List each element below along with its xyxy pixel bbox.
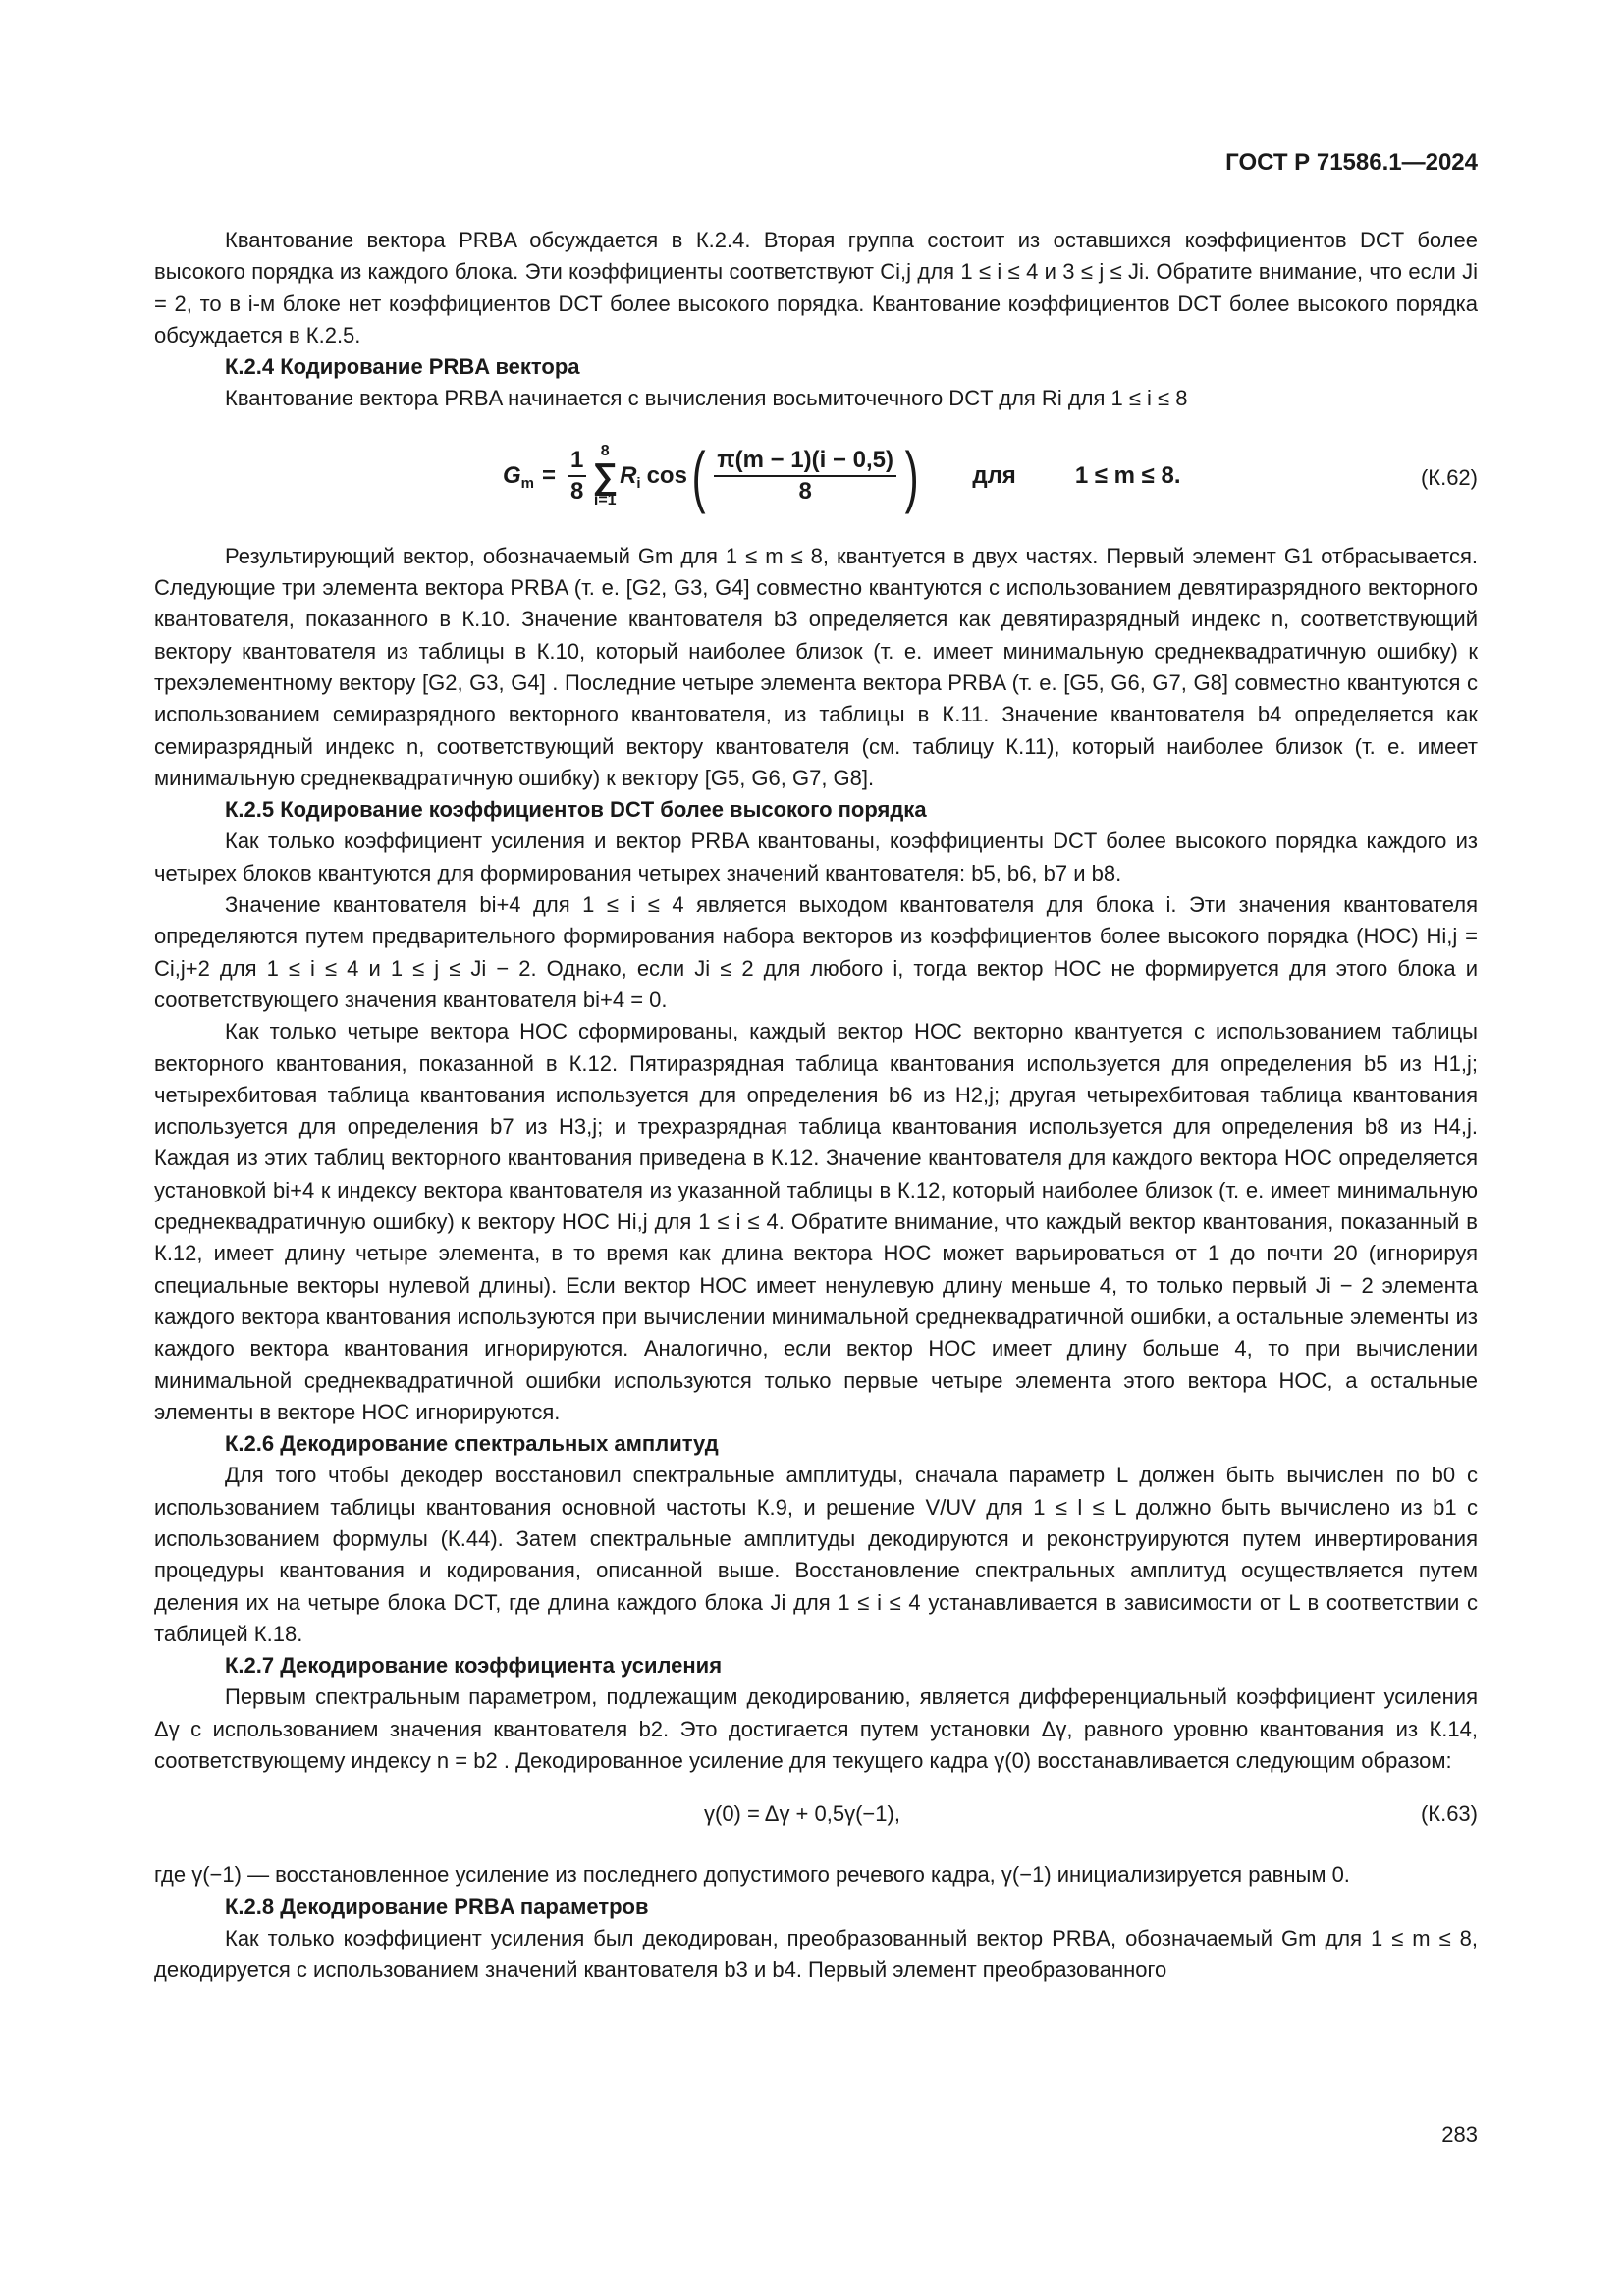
eq-argument-fraction (714, 448, 896, 505)
equation-body: γ(0) = Δγ + 0,5γ(−1), (704, 1801, 900, 1827)
sum-lower-limit: i=1 (593, 491, 617, 508)
eq-fraction (568, 448, 586, 505)
paragraph: Квантование вектора PRBA начинается с вычисления восьмиточечного DCT для Ri для 1 ≤ i ≤ 8 (225, 386, 1188, 411)
page-body (154, 225, 1478, 1987)
paragraph: Для того чтобы декодер восстановил спектральные амплитуды, сначала параметр L должен быть вычислен по b0 с использованием таблицы квантования основной частоты К.9, и решение V/UV для 1 ≤ l ≤ L должно быть вычислено из b1 с использованием формулы (К.44). Затем спектральные амплитуды декодируются и реконструируются путем инвертирования процедуры квантования и кодирования, описанной выше. Восстановление спектральных амплитуд осуществляется путем деления их на четыре блока DCT, где длина каждого блока Ji для 1 ≤ i ≤ 4 устанавливается в зависимости от L в соответствии с таблицей К.18. (154, 1463, 1478, 1646)
eq-fraction-numerator: 1 (568, 448, 586, 477)
eq-argument-denominator: 8 (798, 477, 812, 505)
paragraph: Квантование вектора PRBA обсуждается в К.2.4. Вторая группа состоит из оставшихся коэффициентов DCT более высокого порядка из каждого блока. Эти коэффициенты соответствуют Ci,j для 1 ≤ i ≤ 4 и 3 ≤ j ≤ Ji. Обратите внимание, что если Ji = 2, то в i-м блоке нет коэффициентов DCT более высокого порядка. Квантование коэффициентов DCT более высокого порядка обсуждается в К.2.5. (154, 228, 1478, 347)
paragraph: Первым спектральным параметром, подлежащим декодированию, является дифференциальный коэффициент усиления Δγ с использованием значения квантователя b2. Это достигается путем установки Δγ, равного уровню квантования из К.14, соответствующему индексу n = b2 . Декодированное усиление для текущего кадра γ(0) восстанавливается следующим образом: (154, 1684, 1478, 1774)
section-heading-k27: К.2.7 Декодирование коэффициента усиления (225, 1653, 723, 1679)
paragraph: Как только коэффициент усиления и вектор PRBA квантованы, коэффициенты DCT более высокого порядка каждого из четырех блоков квантуются для формирования четырех значений квантователя: b5, b6, b7 и b8. (154, 828, 1478, 885)
sum-upper-limit: 8 (600, 442, 610, 459)
equation-k63 (154, 1787, 1478, 1845)
paragraph: Как только коэффициент усиления был декодирован, преобразованный вектор PRBA, обозначаемый Gm для 1 ≤ m ≤ 8, декодируется с использованием значений квантователя b3 и b4. Первый элемент преобразованного (154, 1925, 1478, 1983)
equation-number: (К.62) (1420, 464, 1478, 490)
paragraph: Как только четыре вектора НОС сформированы, каждый вектор НОС векторно квантуется с использованием таблицы векторного квантования, показанной в К.12. Пятиразрядная таблица квантования используется для определения b5 из H1,j; четырехбитовая таблица квантования используется для определения b6 из H2,j; другая четырехбитовая таблица квантования используется для определения b7 из H3,j; и трехразрядная таблица квантования используется для определения b8 из H4,j. Каждая из этих таблиц векторного квантования приведена в К.12. Значение квантователя для каждого вектора НОС определяется установкой bi+4 к индексу вектора квантователя из указанной таблицы в К.12, который наиболее близок (т. е. имеет минимальную среднеквадратичную ошибку) к вектору НОС Hi,j для 1 ≤ i ≤ 4. Обратите внимание, что каждый вектор квантования, показанный в К.12, имеет длину четыре элемента, в то время как длина вектора НОС может варьироваться от 1 до почти 20 (игнорируя специальные векторы нулевой длины). Если вектор НОС имеет ненулевую длину меньше 4, то только первый Ji − 2 элемента каждого вектора квантования используются при вычислении минимальной среднеквадратичной ошибки, а остальные элементы из каждого вектора квантования игнорируются. Аналогично, если вектор НОС имеет длину больше 4, то при вычислении минимальной среднеквадратичной ошибки используются только первые четыре элемента этого вектора НОС, а остальные элементы в векторе НОС игнорируются. (154, 1019, 1478, 1424)
sum-operator (592, 444, 618, 508)
eq-word: для (972, 461, 1016, 489)
eq-lhs-sub: m (520, 474, 535, 492)
left-paren-icon: ( (691, 437, 706, 514)
eq-r-sub: i (636, 474, 641, 492)
eq-cos: cos (646, 461, 687, 489)
eq-argument-numerator: π(m − 1)(i − 0,5) (714, 448, 896, 477)
paragraph: Значение квантователя bi+4 для 1 ≤ i ≤ 4 является выходом квантователя для блока i. Эти значения квантователя определяются путем предварительного формирования набора векторов из коэффициентов более высокого порядка (НОС) Hi,j = Ci,j+2 для 1 ≤ i ≤ 4 и 1 ≤ j ≤ Ji − 2. Однако, если Ji ≤ 2 для любого i, тогда вектор НОС не формируется для этого блока и соответствующего значения квантователя bi+4 = 0. (154, 892, 1478, 1012)
eq-condition: 1 ≤ m ≤ 8. (1074, 461, 1181, 489)
section-heading-k28: К.2.8 Декодирование PRBA параметров (225, 1894, 649, 1919)
standard-designation: ГОСТ Р 71586.1—2024 (1225, 149, 1478, 176)
section-heading-k26: К.2.6 Декодирование спектральных амплитуд (225, 1431, 719, 1457)
equation-body: $G_m$ = $\frac{1}{8}$ 8 ∑ i=1 $R_i$ cos ( $\frac{\pi(m - 1)(i - 0,5)}{8}$ ) для 1 ≤ m ≤ 8. (503, 437, 1181, 514)
eq-r: R (620, 461, 637, 489)
eq-lhs: G (503, 461, 521, 489)
section-heading-k24: К.2.4 Кодирование PRBA вектора (225, 354, 580, 380)
paragraph: Результирующий вектор, обозначаемый Gm для 1 ≤ m ≤ 8, квантуется в двух частях. Первый элемент G1 отбрасывается. Следующие три элемента вектора PRBA (т. е. [G2, G3, G4] совместно квантуются с использованием девятиразрядного векторного квантователя, показанного в К.10. Значение квантователя b3 определяется как девятиразрядный индекс n, соответствующий вектору квантователя из таблицы в К.10, который наиболее близок (т. е. имеет минимальную среднеквадратичную ошибку) к трехэлементному вектору [G2, G3, G4] . Последние четыре элемента вектора PRBA (т. е. [G5, G6, G7, G8] совместно квантуются с использованием семиразрядного векторного квантователя, из таблицы в К.11. Значение квантователя b4 определяется как семиразрядный индекс n, соответствующий вектору квантователя (см. таблицу К.11), который наиболее близок (т. е. имеет минимальную среднеквадратичную ошибку) к вектору [G5, G6, G7, G8]. (154, 543, 1478, 790)
sigma-icon: ∑ (592, 454, 619, 496)
page-number: 283 (1441, 2122, 1478, 2147)
equation-number: (К.63) (1420, 1801, 1478, 1827)
right-paren-icon: ) (904, 437, 919, 514)
section-heading-k25: К.2.5 Кодирование коэффициентов DCT более высокого порядка (225, 797, 927, 823)
eq-fraction-denominator: 8 (570, 477, 584, 505)
equation-k62 (154, 427, 1478, 525)
paragraph: где γ(−1) — восстановленное усиление из последнего допустимого речевого кадра, γ(−1) инициализируется равным 0. (154, 1862, 1350, 1888)
